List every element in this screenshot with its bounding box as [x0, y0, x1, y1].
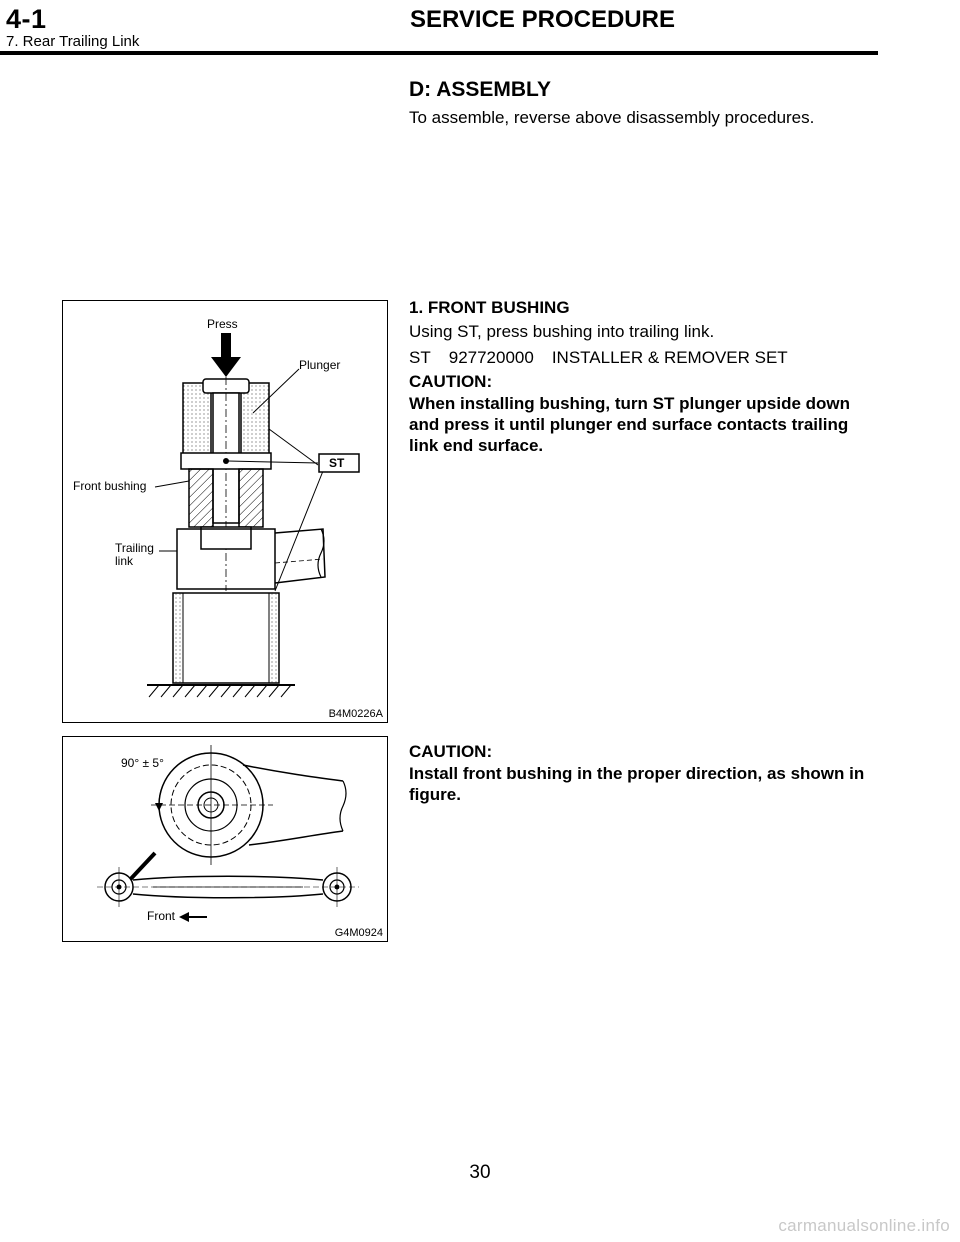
- front-bushing-instruction: Using ST, press bushing into trailing link.: [409, 322, 715, 341]
- enlarged-bushing-view: [151, 745, 346, 865]
- caution-text-2: Install front bushing in the proper direction, as shown in figure.: [409, 764, 865, 804]
- label-plunger: Plunger: [299, 358, 341, 372]
- caution-text-1: When installing bushing, turn ST plunger upside down and press it until plunger end surface contacts trailing link end surface.: [409, 394, 851, 455]
- label-angle: 90° ± 5°: [121, 756, 164, 770]
- st-code: 927720000: [448, 348, 534, 367]
- front-bushing-heading: 1. FRONT BUSHING: [409, 298, 570, 317]
- caution-heading-1: CAUTION:: [409, 372, 493, 391]
- label-front: Front: [147, 909, 176, 923]
- header-rule: [0, 51, 878, 55]
- front-arrow-icon: [179, 912, 207, 922]
- figure-code-1: B4M0226A: [328, 708, 383, 720]
- special-tool-line: [409, 348, 879, 368]
- st-label: ST: [409, 348, 431, 367]
- assembly-heading: D: ASSEMBLY: [409, 78, 551, 101]
- section-number: 4-1: [6, 4, 47, 34]
- figure-bushing-direction: [62, 736, 388, 942]
- base-support: [173, 593, 279, 683]
- press-arrow-icon: [211, 333, 241, 377]
- figure-code-2: G4M0924: [334, 927, 383, 939]
- st-name: INSTALLER & REMOVER SET: [551, 348, 788, 367]
- caution-heading-2: CAUTION:: [409, 742, 493, 761]
- page-number: 30: [469, 1162, 491, 1183]
- label-link: link: [115, 554, 134, 568]
- label-press: Press: [207, 317, 238, 331]
- assembly-text: To assemble, reverse above disassembly procedures.: [409, 108, 815, 127]
- figure-press-bushing: [62, 300, 388, 723]
- watermark: carmanualsonline.info: [778, 1216, 950, 1235]
- label-front-bushing: Front bushing: [73, 479, 147, 493]
- label-st: ST: [329, 456, 345, 470]
- label-trailing: Trailing: [115, 541, 154, 555]
- page-subtitle: 7. Rear Trailing Link: [6, 33, 140, 50]
- direction-diagram: [63, 737, 387, 941]
- page-title: SERVICE PROCEDURE: [410, 6, 675, 33]
